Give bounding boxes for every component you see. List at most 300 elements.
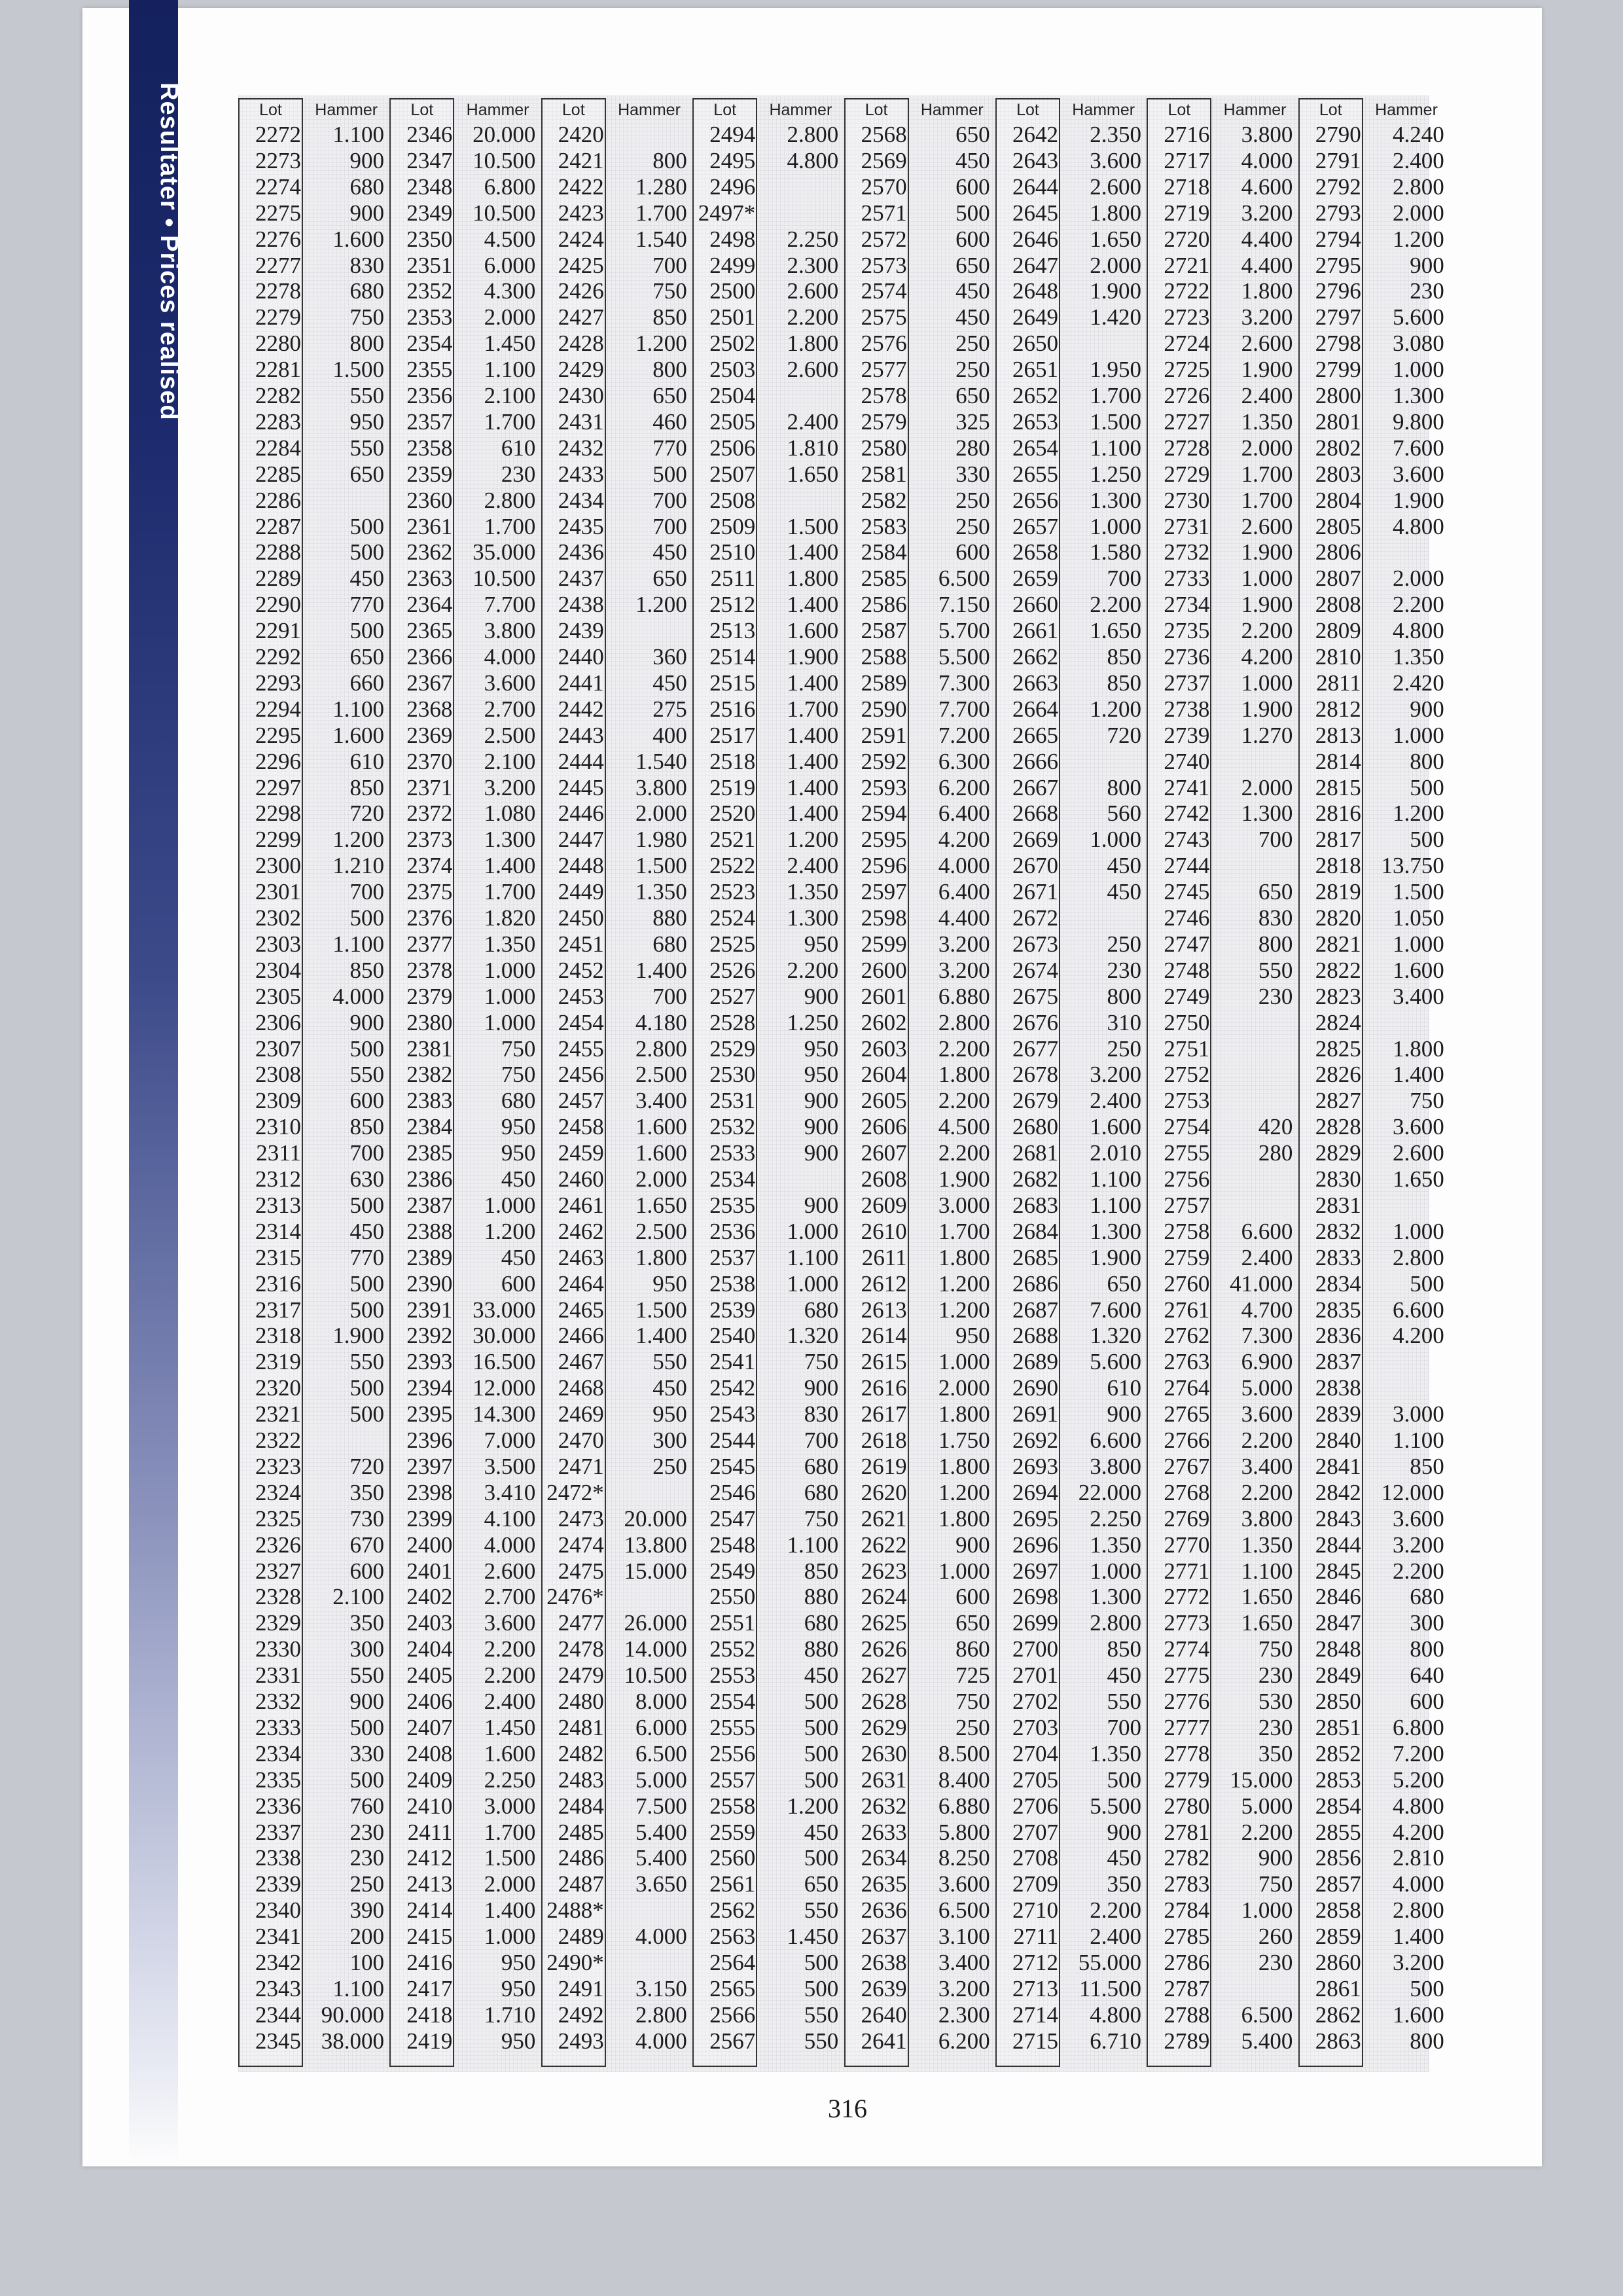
lot-number: 2433 xyxy=(558,461,604,487)
lot-number: 2794 xyxy=(1315,226,1361,252)
hammer-price: 2.200 xyxy=(484,1636,536,1662)
lot-number: 2337 xyxy=(255,1819,301,1845)
hammer-price: 13.800 xyxy=(624,1532,687,1558)
lot-number: 2652 xyxy=(1012,383,1058,408)
hammer-price: 3.100 xyxy=(938,1924,990,1950)
lot-number: 2857 xyxy=(1315,1871,1361,1897)
hammer-price: 500 xyxy=(349,618,384,644)
hammer-price: 650 xyxy=(1258,879,1293,905)
hammer-price: 14.300 xyxy=(473,1401,536,1427)
lot-number: 2527 xyxy=(709,983,756,1009)
hammer-price: 700 xyxy=(349,879,384,905)
hammer-price: 550 xyxy=(652,1349,687,1375)
lot-number: 2644 xyxy=(1012,173,1058,200)
hammer-price: 1.350 xyxy=(1241,1532,1293,1558)
lot-number: 2344 xyxy=(255,2001,301,2028)
lot-number: 2791 xyxy=(1315,147,1361,173)
lot-number: 2440 xyxy=(558,644,604,670)
lot-number: 2321 xyxy=(255,1401,301,1427)
hammer-price: 350 xyxy=(349,1479,384,1505)
lot-number: 2837 xyxy=(1315,1349,1361,1375)
hammer-price: 550 xyxy=(1107,1689,1141,1714)
hammer-price xyxy=(757,174,838,200)
hammer-price: 720 xyxy=(349,1453,384,1479)
lot-number: 2621 xyxy=(861,1505,907,1532)
hammer-price: 950 xyxy=(501,1140,536,1166)
lot-number: 2783 xyxy=(1164,1871,1210,1897)
sidebar-title: Resultater • Prices realised xyxy=(155,82,183,421)
hammer-price: 1.800 xyxy=(938,1401,990,1427)
lot-number: 2800 xyxy=(1315,383,1361,408)
lot-number: 2700 xyxy=(1012,1636,1058,1662)
hammer-price: 1.450 xyxy=(484,331,536,357)
lot-number: 2812 xyxy=(1315,696,1361,722)
hammer-price: 680 xyxy=(1410,1584,1444,1610)
hammer-price: 1.580 xyxy=(1090,539,1141,565)
hammer-price: 1.450 xyxy=(787,1924,839,1950)
hammer-price: 20.000 xyxy=(624,1505,687,1532)
lot-number: 2346 xyxy=(406,122,453,147)
hammer-price: 950 xyxy=(501,1975,536,2001)
lot-number: 2450 xyxy=(558,905,604,931)
hammer-price: 2.800 xyxy=(635,1035,687,1062)
hammer-price: 1.000 xyxy=(484,1009,536,1035)
lot-number: 2724 xyxy=(1164,331,1210,357)
hammer-price: 3.150 xyxy=(635,1975,687,2001)
hammer-price: 1.420 xyxy=(1090,304,1141,331)
hammer-price: 7.200 xyxy=(1393,1740,1444,1767)
page-number: 316 xyxy=(828,2094,867,2123)
lot-number: 2427 xyxy=(558,304,604,331)
lot-number: 2633 xyxy=(861,1819,907,1845)
hammer-price: 390 xyxy=(349,1897,384,1924)
lot-number: 2468 xyxy=(558,1375,604,1401)
hammer-price: 450 xyxy=(501,1166,536,1192)
lot-number: 2462 xyxy=(558,1218,604,1244)
hammer-price: 680 xyxy=(652,931,687,957)
hammer-price xyxy=(1211,1036,1293,1062)
lot-number: 2428 xyxy=(558,331,604,357)
hammer-price: 1.100 xyxy=(332,931,384,957)
hammer-price: 3.800 xyxy=(1090,1453,1141,1479)
lot-number: 2784 xyxy=(1164,1897,1210,1924)
hammer-price: 1.000 xyxy=(1393,931,1444,957)
hammer-price: 230 xyxy=(501,461,536,487)
lot-number: 2805 xyxy=(1315,513,1361,539)
hammer-price: 650 xyxy=(652,565,687,592)
hammer-price: 15.000 xyxy=(1230,1767,1293,1793)
hammer-header: Hammer xyxy=(618,101,681,119)
lot-number: 2287 xyxy=(255,513,301,539)
hammer-price: 1.800 xyxy=(938,1244,990,1270)
hammer-price: 6.880 xyxy=(938,983,990,1009)
lot-number: 2467 xyxy=(558,1349,604,1375)
lot-number: 2651 xyxy=(1012,357,1058,383)
lot-number: 2609 xyxy=(861,1192,907,1218)
hammer-price xyxy=(757,383,838,409)
hammer-price: 3.200 xyxy=(938,931,990,957)
hammer-price: 1.000 xyxy=(1241,565,1293,592)
lot-number: 2726 xyxy=(1164,383,1210,408)
lot-number: 2691 xyxy=(1012,1401,1058,1427)
lot-number: 2356 xyxy=(406,383,453,408)
hammer-price: 1.350 xyxy=(1090,1740,1141,1767)
hammer-price: 1.400 xyxy=(635,957,687,983)
hammer-price: 5.800 xyxy=(938,1819,990,1845)
hammer-price: 5.000 xyxy=(1241,1793,1293,1819)
hammer-price: 530 xyxy=(1258,1689,1293,1714)
hammer-price: 500 xyxy=(804,1714,839,1740)
hammer-price: 1.000 xyxy=(1241,670,1293,696)
hammer-price: 680 xyxy=(804,1610,839,1636)
lot-number: 2324 xyxy=(255,1479,301,1505)
hammer-price: 10.500 xyxy=(473,147,536,173)
lot-number: 2532 xyxy=(709,1114,756,1140)
hammer-price: 450 xyxy=(804,1819,839,1845)
hammer-price: 650 xyxy=(955,1610,990,1636)
hammer-price: 1.900 xyxy=(1241,696,1293,722)
hammer-price: 850 xyxy=(804,1558,839,1584)
lot-number: 2608 xyxy=(861,1166,907,1192)
hammer-price xyxy=(1211,1010,1293,1036)
lot-number: 2720 xyxy=(1164,226,1210,252)
lot-number: 2687 xyxy=(1012,1297,1058,1323)
hammer-price: 6.900 xyxy=(1241,1349,1293,1375)
lot-number: 2838 xyxy=(1315,1375,1361,1401)
lot-number: 2286 xyxy=(255,487,301,513)
lot-number: 2759 xyxy=(1164,1244,1210,1270)
hammer-price: 5.600 xyxy=(1090,1349,1141,1375)
hammer-price: 2.200 xyxy=(938,1140,990,1166)
lot-number: 2299 xyxy=(255,827,301,853)
lot-number: 2827 xyxy=(1315,1088,1361,1114)
hammer-price: 1.500 xyxy=(787,513,839,539)
hammer-price: 1.800 xyxy=(1393,1035,1444,1062)
lot-number: 2279 xyxy=(255,304,301,331)
hammer-price: 650 xyxy=(955,122,990,147)
lot-number: 2373 xyxy=(406,827,453,853)
lot-number: 2368 xyxy=(406,696,453,722)
hammer-price: 2.200 xyxy=(484,1662,536,1689)
lot-header: Lot xyxy=(1319,101,1342,119)
hammer-price: 680 xyxy=(501,1088,536,1114)
hammer-price xyxy=(757,488,838,514)
lot-number: 2475 xyxy=(558,1558,604,1584)
lot-number: 2604 xyxy=(861,1062,907,1088)
hammer-price: 1.100 xyxy=(484,357,536,383)
lot-number: 2706 xyxy=(1012,1793,1058,1819)
lot-number: 2380 xyxy=(406,1009,453,1035)
lot-number: 2478 xyxy=(558,1636,604,1662)
lot-number: 2861 xyxy=(1315,1975,1361,2001)
lot-number: 2430 xyxy=(558,383,604,408)
lot-number: 2792 xyxy=(1315,173,1361,200)
hammer-price: 8.000 xyxy=(635,1689,687,1714)
lot-number: 2414 xyxy=(406,1897,453,1924)
hammer-price: 660 xyxy=(349,670,384,696)
lot-number: 2557 xyxy=(709,1767,756,1793)
lot-number: 2746 xyxy=(1164,905,1210,931)
lot-number: 2340 xyxy=(255,1897,301,1924)
lot-number: 2749 xyxy=(1164,983,1210,1009)
lot-number: 2426 xyxy=(558,278,604,304)
hammer-price: 650 xyxy=(349,644,384,670)
lot-number: 2306 xyxy=(255,1009,301,1035)
lot-number: 2636 xyxy=(861,1897,907,1924)
hammer-price: 2.100 xyxy=(484,748,536,774)
lot-number: 2574 xyxy=(861,278,907,304)
lot-number: 2500 xyxy=(709,278,756,304)
hammer-price: 1.900 xyxy=(1393,487,1444,513)
lot-number: 2381 xyxy=(406,1035,453,1062)
lot-number: 2606 xyxy=(861,1114,907,1140)
lot-number: 2620 xyxy=(861,1479,907,1505)
lot-number: 2730 xyxy=(1164,487,1210,513)
hammer-price: 1.700 xyxy=(1241,461,1293,487)
lot-number: 2555 xyxy=(709,1714,756,1740)
lot-number: 2572 xyxy=(861,226,907,252)
lot-number: 2568 xyxy=(861,122,907,147)
lot-number: 2512 xyxy=(709,592,756,618)
lot-number: 2777 xyxy=(1164,1714,1210,1740)
hammer-price: 1.600 xyxy=(1393,957,1444,983)
lot-number: 2300 xyxy=(255,853,301,879)
hammer-price: 3.200 xyxy=(1241,200,1293,226)
hammer-price: 1.500 xyxy=(1090,408,1141,435)
hammer-price: 610 xyxy=(349,748,384,774)
hammer-price: 610 xyxy=(501,435,536,461)
hammer-price: 550 xyxy=(804,2028,839,2054)
hammer-price: 3.000 xyxy=(938,1192,990,1218)
hammer-price: 6.710 xyxy=(1090,2028,1141,2054)
lot-number: 2407 xyxy=(406,1714,453,1740)
lot-number: 2814 xyxy=(1315,748,1361,774)
hammer-price: 550 xyxy=(349,1062,384,1088)
hammer-price: 15.000 xyxy=(624,1558,687,1584)
hammer-price: 500 xyxy=(349,905,384,931)
hammer-price: 700 xyxy=(349,1140,384,1166)
lot-number: 2531 xyxy=(709,1088,756,1114)
hammer-price xyxy=(606,1584,687,1610)
hammer-price: 1.200 xyxy=(938,1297,990,1323)
lot-number: 2424 xyxy=(558,226,604,252)
lot-number: 2561 xyxy=(709,1871,756,1897)
hammer-price: 1.350 xyxy=(1393,644,1444,670)
hammer-price: 300 xyxy=(349,1636,384,1662)
lot-number: 2295 xyxy=(255,722,301,748)
hammer-price: 1.600 xyxy=(332,722,384,748)
hammer-price: 850 xyxy=(1107,670,1141,696)
lot-number: 2571 xyxy=(861,200,907,226)
hammer-price: 41.000 xyxy=(1230,1270,1293,1297)
lot-number: 2685 xyxy=(1012,1244,1058,1270)
hammer-price: 750 xyxy=(1410,1088,1444,1114)
hammer-price: 2.010 xyxy=(1090,1140,1141,1166)
lot-number: 2778 xyxy=(1164,1740,1210,1767)
hammer-price: 500 xyxy=(804,1740,839,1767)
lot-number: 2666 xyxy=(1012,748,1058,774)
hammer-price: 2.800 xyxy=(1393,173,1444,200)
hammer-price: 3.410 xyxy=(484,1479,536,1505)
hammer-price: 680 xyxy=(804,1297,839,1323)
hammer-price: 2.300 xyxy=(787,252,839,278)
lot-number: 2422 xyxy=(558,173,604,200)
hammer-price: 900 xyxy=(955,1532,990,1558)
hammer-price: 800 xyxy=(1410,748,1444,774)
hammer-price: 680 xyxy=(804,1453,839,1479)
lot-number: 2451 xyxy=(558,931,604,957)
lot-number: 2829 xyxy=(1315,1140,1361,1166)
hammer-price: 600 xyxy=(955,226,990,252)
hammer-price: 2.000 xyxy=(1090,252,1141,278)
hammer-price: 750 xyxy=(1258,1871,1293,1897)
lot-number: 2598 xyxy=(861,905,907,931)
hammer-header: Hammer xyxy=(1072,101,1135,119)
lot-number: 2741 xyxy=(1164,774,1210,800)
lot-number: 2849 xyxy=(1315,1662,1361,1689)
lot-number: 2661 xyxy=(1012,618,1058,644)
hammer-price: 100 xyxy=(349,1950,384,1975)
hammer-price: 460 xyxy=(652,408,687,435)
hammer-price: 230 xyxy=(1258,983,1293,1009)
lot-number: 2542 xyxy=(709,1375,756,1401)
lot-number: 2510 xyxy=(709,539,756,565)
hammer-price: 3.800 xyxy=(1241,1505,1293,1532)
lot-number: 2302 xyxy=(255,905,301,931)
lot-number: 2540 xyxy=(709,1323,756,1349)
hammer-header: Hammer xyxy=(920,101,984,119)
hammer-price: 230 xyxy=(349,1819,384,1845)
hammer-price: 8.250 xyxy=(938,1845,990,1871)
lot-number: 2853 xyxy=(1315,1767,1361,1793)
lot-number: 2788 xyxy=(1164,2001,1210,2028)
lot-number: 2435 xyxy=(558,513,604,539)
hammer-price: 3.600 xyxy=(938,1871,990,1897)
hammer-price: 1.800 xyxy=(635,1244,687,1270)
lot-number: 2679 xyxy=(1012,1088,1058,1114)
lot-number: 2325 xyxy=(255,1505,301,1532)
hammer-price: 1.650 xyxy=(1241,1584,1293,1610)
lot-number: 2317 xyxy=(255,1297,301,1323)
lot-number: 2316 xyxy=(255,1270,301,1297)
hammer-price: 700 xyxy=(1258,827,1293,853)
hammer-price: 5.200 xyxy=(1393,1767,1444,1793)
hammer-price: 4.000 xyxy=(635,1924,687,1950)
hammer-price: 1.400 xyxy=(787,722,839,748)
lot-number: 2813 xyxy=(1315,722,1361,748)
lot-number: 2709 xyxy=(1012,1871,1058,1897)
hammer-price: 760 xyxy=(349,1793,384,1819)
lot-number: 2482 xyxy=(558,1740,604,1767)
hammer-price: 4.800 xyxy=(787,147,839,173)
lot-number: 2326 xyxy=(255,1532,301,1558)
lot-number: 2625 xyxy=(861,1610,907,1636)
lot-number: 2859 xyxy=(1315,1924,1361,1950)
hammer-price: 1.810 xyxy=(787,435,839,461)
lot-number: 2432 xyxy=(558,435,604,461)
hammer-price xyxy=(606,1950,687,1976)
hammer-price: 4.500 xyxy=(938,1114,990,1140)
hammer-price: 7.500 xyxy=(635,1793,687,1819)
lot-number: 2578 xyxy=(861,383,907,408)
hammer-price: 2.000 xyxy=(1393,565,1444,592)
lot-number: 2810 xyxy=(1315,644,1361,670)
lot-number: 2280 xyxy=(255,331,301,357)
hammer-price: 2.400 xyxy=(1393,147,1444,173)
lot-number: 2517 xyxy=(709,722,756,748)
lot-number: 2544 xyxy=(709,1427,756,1453)
hammer-price xyxy=(303,1427,384,1454)
lot-number: 2680 xyxy=(1012,1114,1058,1140)
lot-number: 2693 xyxy=(1012,1453,1058,1479)
lot-number: 2332 xyxy=(255,1689,301,1714)
lot-number: 2671 xyxy=(1012,879,1058,905)
hammer-price: 2.810 xyxy=(1393,1845,1444,1871)
lot-number: 2836 xyxy=(1315,1323,1361,1349)
lot-number: 2437 xyxy=(558,565,604,592)
lot-number: 2399 xyxy=(406,1505,453,1532)
hammer-price: 250 xyxy=(955,1714,990,1740)
lot-number: 2729 xyxy=(1164,461,1210,487)
hammer-price: 1.000 xyxy=(1393,722,1444,748)
lot-number: 2272 xyxy=(255,122,301,147)
hammer-price: 500 xyxy=(349,1401,384,1427)
lot-number: 2511 xyxy=(710,565,756,592)
hammer-price: 3.400 xyxy=(1241,1453,1293,1479)
hammer-price: 500 xyxy=(804,1975,839,2001)
hammer-price: 12.000 xyxy=(1381,1479,1444,1505)
hammer-price: 5.400 xyxy=(635,1845,687,1871)
lot-number: 2529 xyxy=(709,1035,756,1062)
hammer-price: 1.200 xyxy=(787,1793,839,1819)
hammer-price: 230 xyxy=(1410,278,1444,304)
hammer-price: 1.250 xyxy=(787,1009,839,1035)
lot-number: 2593 xyxy=(861,774,907,800)
hammer-price: 6.500 xyxy=(938,565,990,592)
hammer-price: 700 xyxy=(652,487,687,513)
hammer-price: 1.100 xyxy=(1090,1192,1141,1218)
lot-number: 2559 xyxy=(709,1819,756,1845)
lot-number: 2276 xyxy=(255,226,301,252)
hammer-price: 9.800 xyxy=(1393,408,1444,435)
hammer-price: 6.000 xyxy=(484,252,536,278)
lot-number: 2654 xyxy=(1012,435,1058,461)
lot-number: 2402 xyxy=(406,1584,453,1610)
lot-number: 2850 xyxy=(1315,1689,1361,1714)
lot-number: 2495 xyxy=(709,147,756,173)
lot-number: 2473 xyxy=(558,1505,604,1532)
lot-number: 2520 xyxy=(709,800,756,827)
lot-number: 2421 xyxy=(558,147,604,173)
lot-number: 2503 xyxy=(709,357,756,383)
lot-number: 2733 xyxy=(1164,565,1210,592)
hammer-price: 3.200 xyxy=(1090,1062,1141,1088)
hammer-price: 3.000 xyxy=(484,1793,536,1819)
lot-number: 2612 xyxy=(861,1270,907,1297)
hammer-price: 250 xyxy=(955,513,990,539)
lot-number: 2352 xyxy=(406,278,453,304)
hammer-price: 1.600 xyxy=(1393,2001,1444,2028)
lot-number: 2466 xyxy=(558,1323,604,1349)
hammer-price: 1.050 xyxy=(1393,905,1444,931)
lot-number: 2614 xyxy=(861,1323,907,1349)
lot-number: 2600 xyxy=(861,957,907,983)
hammer-price: 7.600 xyxy=(1393,435,1444,461)
lot-number: 2694 xyxy=(1012,1479,1058,1505)
lot-number: 2496 xyxy=(709,173,756,200)
hammer-price: 2.200 xyxy=(938,1088,990,1114)
lot-number: 2771 xyxy=(1164,1558,1210,1584)
